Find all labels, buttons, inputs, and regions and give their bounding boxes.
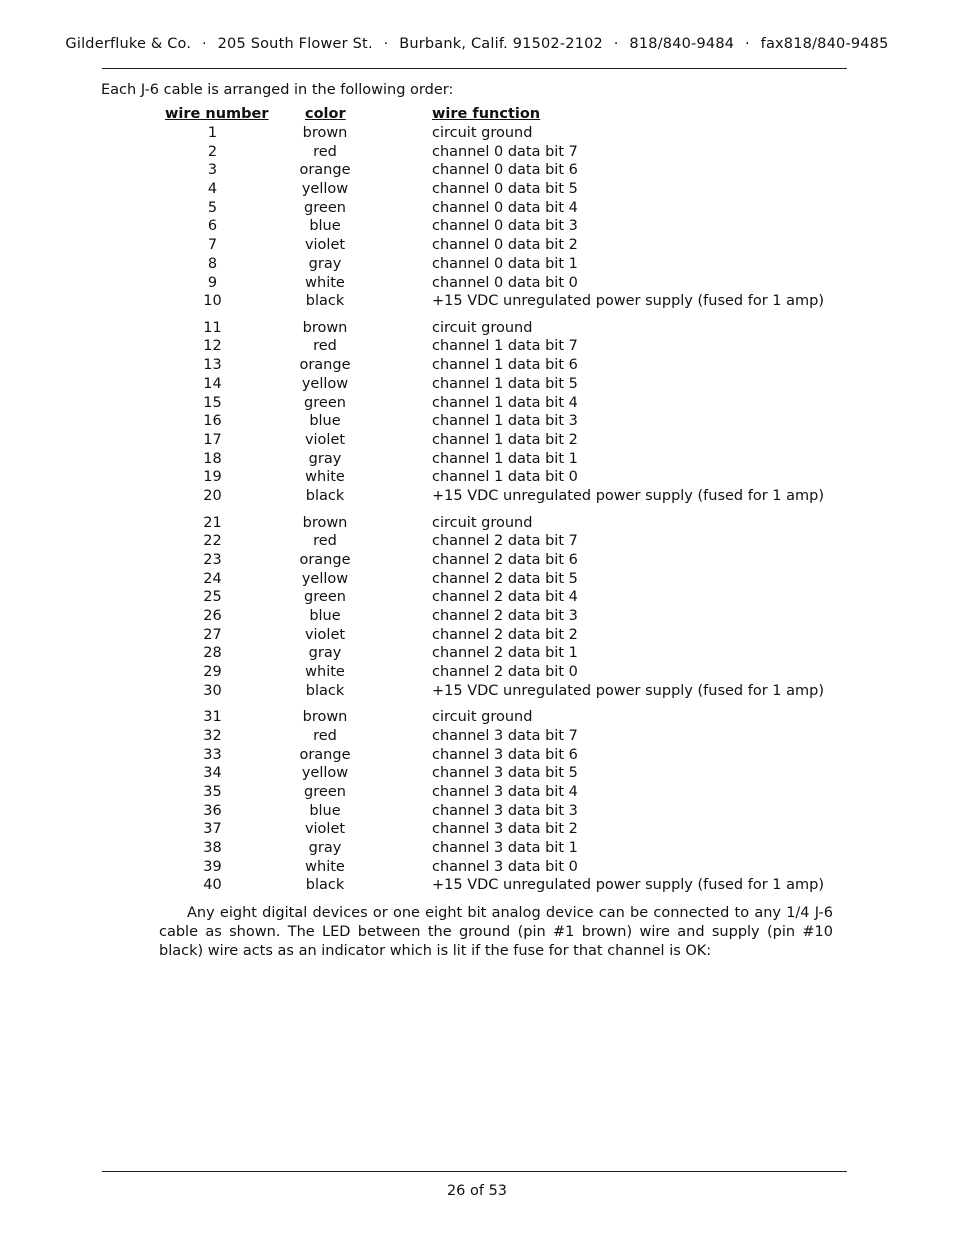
wire-number-cell: 17 bbox=[203, 431, 222, 448]
wire-number-cell: 12 bbox=[203, 338, 222, 355]
company-fax: fax818/840-9485 bbox=[760, 36, 889, 52]
wire-number-cell: 39 bbox=[203, 858, 222, 875]
wire-color-cell: red bbox=[313, 143, 337, 160]
wire-color-cell: green bbox=[304, 589, 346, 606]
header-separator: · bbox=[745, 36, 750, 52]
wire-color-cell: gray bbox=[308, 645, 342, 662]
wire-color-cell: black bbox=[305, 293, 345, 310]
page-header bbox=[0, 36, 954, 52]
company-phone: 818/840-9484 bbox=[629, 36, 735, 52]
table-row bbox=[0, 877, 954, 896]
wire-number-cell: 30 bbox=[203, 682, 222, 699]
wire-color-cell: violet bbox=[304, 626, 346, 643]
wire-number-cell: 23 bbox=[203, 551, 222, 568]
table-row bbox=[0, 432, 954, 451]
table-row bbox=[0, 218, 954, 237]
wire-number-cell: 24 bbox=[203, 570, 222, 587]
wire-function-cell: channel 2 data bit 1 bbox=[432, 645, 578, 662]
wire-number-cell: 15 bbox=[203, 394, 222, 411]
wire-color-cell: gray bbox=[308, 840, 342, 857]
wire-function-cell: channel 2 data bit 4 bbox=[432, 589, 578, 606]
wire-function-cell: channel 0 data bit 7 bbox=[432, 143, 578, 160]
wire-color-cell: green bbox=[304, 784, 346, 801]
wire-function-cell: +15 VDC unregulated power supply (fused for 1 amp) bbox=[432, 877, 824, 894]
wire-number-cell: 35 bbox=[203, 784, 222, 801]
wire-function-cell: channel 1 data bit 6 bbox=[432, 357, 578, 374]
wire-group bbox=[0, 515, 954, 702]
table-row bbox=[0, 293, 954, 312]
wire-function-cell: channel 0 data bit 5 bbox=[432, 181, 578, 198]
wire-group bbox=[0, 709, 954, 896]
wire-function-cell: channel 0 data bit 1 bbox=[432, 255, 578, 272]
wire-color-cell: violet bbox=[304, 431, 346, 448]
wire-function-cell: circuit ground bbox=[432, 709, 533, 726]
wire-color-cell: orange bbox=[299, 357, 351, 374]
company-name: Gilderfluke & Co. bbox=[65, 36, 192, 52]
table-row bbox=[0, 664, 954, 683]
wire-group bbox=[0, 320, 954, 507]
wire-number-cell: 22 bbox=[203, 533, 222, 550]
wire-number-cell: 37 bbox=[203, 821, 222, 838]
company-address: 205 South Flower St. bbox=[217, 36, 373, 52]
wire-number-cell: 13 bbox=[203, 357, 222, 374]
wire-color-cell: orange bbox=[299, 551, 351, 568]
wire-function-cell: channel 1 data bit 7 bbox=[432, 338, 578, 355]
wire-number-cell: 21 bbox=[203, 514, 222, 531]
wire-number-cell: 36 bbox=[203, 802, 222, 819]
wire-function-cell: channel 1 data bit 5 bbox=[432, 375, 578, 392]
header-wire-number: wire number bbox=[165, 106, 269, 122]
wire-number-cell: 19 bbox=[203, 469, 222, 486]
table-row bbox=[0, 840, 954, 859]
header-color: color bbox=[305, 106, 346, 122]
wire-function-cell: channel 2 data bit 3 bbox=[432, 607, 578, 624]
wire-number-cell: 26 bbox=[203, 607, 222, 624]
wire-function-cell: channel 1 data bit 2 bbox=[432, 431, 578, 448]
wire-color-cell: violet bbox=[304, 237, 346, 254]
wire-function-cell: channel 0 data bit 0 bbox=[432, 274, 578, 291]
table-row bbox=[0, 784, 954, 803]
table-row bbox=[0, 571, 954, 590]
header-rule bbox=[102, 68, 847, 69]
table-row bbox=[0, 589, 954, 608]
wire-function-cell: channel 2 data bit 6 bbox=[432, 551, 578, 568]
header-separator: · bbox=[383, 36, 389, 52]
table-row bbox=[0, 803, 954, 822]
wiring-table bbox=[0, 106, 954, 904]
wire-number-cell: 7 bbox=[207, 237, 218, 254]
wire-color-cell: brown bbox=[302, 514, 348, 531]
wire-function-cell: channel 2 data bit 5 bbox=[432, 570, 578, 587]
wire-group bbox=[0, 125, 954, 312]
wire-number-cell: 38 bbox=[203, 840, 222, 857]
wire-number-cell: 33 bbox=[203, 746, 222, 763]
page-number: 26 of 53 bbox=[446, 1183, 508, 1199]
wire-color-cell: yellow bbox=[301, 375, 349, 392]
wire-color-cell: white bbox=[305, 469, 345, 486]
wire-function-cell: +15 VDC unregulated power supply (fused for 1 amp) bbox=[432, 682, 824, 699]
wire-color-cell: violet bbox=[304, 821, 346, 838]
wire-function-cell: channel 2 data bit 7 bbox=[432, 533, 578, 550]
wire-function-cell: channel 1 data bit 3 bbox=[432, 413, 578, 430]
header-separator: · bbox=[613, 36, 619, 52]
wire-color-cell: orange bbox=[299, 162, 351, 179]
wire-number-cell: 18 bbox=[203, 450, 222, 467]
wire-number-cell: 4 bbox=[207, 181, 218, 198]
wire-color-cell: red bbox=[313, 727, 337, 744]
wire-number-cell: 8 bbox=[207, 255, 218, 272]
wire-function-cell: channel 3 data bit 6 bbox=[432, 746, 578, 763]
wire-color-cell: gray bbox=[308, 450, 342, 467]
wire-color-cell: yellow bbox=[301, 765, 349, 782]
table-row bbox=[0, 469, 954, 488]
wire-color-cell: yellow bbox=[301, 181, 349, 198]
wire-color-cell: green bbox=[304, 394, 346, 411]
wire-function-cell: +15 VDC unregulated power supply (fused for 1 amp) bbox=[432, 293, 824, 310]
wire-function-cell: channel 3 data bit 5 bbox=[432, 765, 578, 782]
wire-function-cell: channel 0 data bit 6 bbox=[432, 162, 578, 179]
wire-function-cell: channel 3 data bit 7 bbox=[432, 727, 578, 744]
wire-color-cell: black bbox=[305, 877, 345, 894]
table-row bbox=[0, 338, 954, 357]
wire-number-cell: 5 bbox=[207, 199, 218, 216]
wire-function-cell: channel 2 data bit 0 bbox=[432, 664, 578, 681]
wire-color-cell: orange bbox=[299, 746, 351, 763]
table-row bbox=[0, 765, 954, 784]
wire-color-cell: white bbox=[305, 664, 345, 681]
wire-color-cell: black bbox=[305, 682, 345, 699]
wire-number-cell: 1 bbox=[207, 125, 218, 141]
table-row bbox=[0, 376, 954, 395]
wire-number-cell: 25 bbox=[203, 589, 222, 606]
footer-rule bbox=[102, 1171, 847, 1172]
wire-number-cell: 40 bbox=[203, 877, 222, 894]
wire-color-cell: blue bbox=[309, 413, 341, 430]
wire-function-cell: channel 1 data bit 4 bbox=[432, 394, 578, 411]
table-row bbox=[0, 645, 954, 664]
table-row bbox=[0, 162, 954, 181]
wire-number-cell: 14 bbox=[203, 375, 222, 392]
wire-number-cell: 20 bbox=[203, 487, 222, 504]
header-separator: · bbox=[202, 36, 207, 52]
wire-function-cell: circuit ground bbox=[432, 319, 533, 336]
wire-color-cell: brown bbox=[302, 709, 348, 726]
wire-number-cell: 28 bbox=[203, 645, 222, 662]
table-row bbox=[0, 533, 954, 552]
wire-number-cell: 6 bbox=[207, 218, 218, 235]
table-row bbox=[0, 320, 954, 339]
table-row bbox=[0, 608, 954, 627]
wire-number-cell: 16 bbox=[203, 413, 222, 430]
table-row bbox=[0, 627, 954, 646]
wire-number-cell: 29 bbox=[203, 664, 222, 681]
table-row bbox=[0, 552, 954, 571]
table-row bbox=[0, 859, 954, 878]
wire-color-cell: black bbox=[305, 487, 345, 504]
table-row bbox=[0, 256, 954, 275]
table-row bbox=[0, 515, 954, 534]
wire-color-cell: red bbox=[313, 338, 337, 355]
wire-function-cell: channel 3 data bit 3 bbox=[432, 802, 578, 819]
wire-color-cell: white bbox=[305, 858, 345, 875]
wire-number-cell: 3 bbox=[207, 162, 218, 179]
wire-function-cell: channel 0 data bit 4 bbox=[432, 199, 578, 216]
wire-color-cell: blue bbox=[309, 607, 341, 624]
description-paragraph: Any eight digital devices or one eight bit analog device can be connected to any 1/4 J-6 cable as shown. The LED between the ground (pin #1 brown) wire and supply (pin #10 black) wire acts as an indicator which is lit if the fuse for that channel is OK: bbox=[159, 905, 833, 959]
table-row bbox=[0, 181, 954, 200]
wire-function-cell: channel 0 data bit 3 bbox=[432, 218, 578, 235]
wire-number-cell: 10 bbox=[203, 293, 222, 310]
header-wire-function: wire function bbox=[432, 106, 541, 122]
wire-function-cell: channel 1 data bit 1 bbox=[432, 450, 578, 467]
table-row bbox=[0, 237, 954, 256]
wire-function-cell: channel 3 data bit 2 bbox=[432, 821, 578, 838]
wire-number-cell: 27 bbox=[203, 626, 222, 643]
wire-color-cell: gray bbox=[308, 255, 342, 272]
wire-function-cell: channel 1 data bit 0 bbox=[432, 469, 578, 486]
company-city: Burbank, Calif. 91502-2102 bbox=[399, 36, 603, 52]
table-row bbox=[0, 728, 954, 747]
wire-color-cell: red bbox=[313, 533, 337, 550]
wire-color-cell: blue bbox=[309, 218, 341, 235]
table-row bbox=[0, 395, 954, 414]
table-row bbox=[0, 488, 954, 507]
table-row bbox=[0, 200, 954, 219]
wire-color-cell: white bbox=[305, 274, 345, 291]
table-header bbox=[0, 106, 954, 125]
table-row bbox=[0, 747, 954, 766]
wire-function-cell: channel 3 data bit 1 bbox=[432, 840, 578, 857]
table-row bbox=[0, 451, 954, 470]
wire-function-cell: channel 3 data bit 0 bbox=[432, 858, 578, 875]
table-row bbox=[0, 125, 954, 144]
wire-function-cell: channel 2 data bit 2 bbox=[432, 626, 578, 643]
wire-color-cell: blue bbox=[309, 802, 341, 819]
table-row bbox=[0, 821, 954, 840]
table-body bbox=[0, 125, 954, 896]
wire-number-cell: 31 bbox=[203, 709, 222, 726]
wire-color-cell: yellow bbox=[301, 570, 349, 587]
wire-color-cell: green bbox=[304, 199, 346, 216]
wire-function-cell: +15 VDC unregulated power supply (fused for 1 amp) bbox=[432, 487, 824, 504]
table-row bbox=[0, 275, 954, 294]
wire-number-cell: 2 bbox=[207, 143, 218, 160]
table-row bbox=[0, 709, 954, 728]
wire-number-cell: 9 bbox=[207, 274, 218, 291]
wire-color-cell: brown bbox=[302, 125, 348, 141]
wire-color-cell: brown bbox=[302, 319, 348, 336]
table-row bbox=[0, 413, 954, 432]
intro-text: Each J-6 cable is arranged in the following order: bbox=[101, 82, 454, 98]
table-row bbox=[0, 357, 954, 376]
table-row bbox=[0, 144, 954, 163]
wire-function-cell: circuit ground bbox=[432, 125, 533, 141]
wire-number-cell: 32 bbox=[203, 727, 222, 744]
wire-function-cell: channel 0 data bit 2 bbox=[432, 237, 578, 254]
wire-function-cell: channel 3 data bit 4 bbox=[432, 784, 578, 801]
wire-number-cell: 34 bbox=[203, 765, 222, 782]
wire-function-cell: circuit ground bbox=[432, 514, 533, 531]
table-row bbox=[0, 683, 954, 702]
wire-number-cell: 11 bbox=[203, 319, 222, 336]
